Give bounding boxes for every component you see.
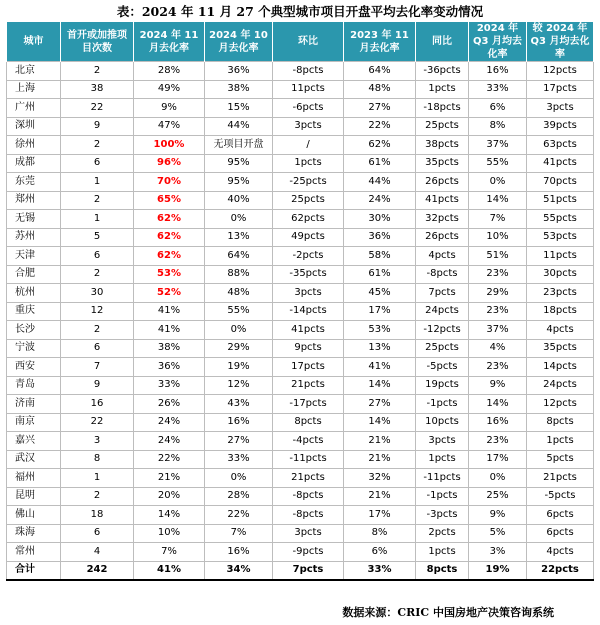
oct-2024-rate-cell: 29% <box>205 339 273 358</box>
city-cell: 常州 <box>7 543 61 562</box>
launch-count-cell: 6 <box>61 524 134 543</box>
oct-2024-rate-cell: 38% <box>205 80 273 99</box>
oct-2024-rate-cell: 0% <box>205 321 273 340</box>
city-cell: 上海 <box>7 80 61 99</box>
nov-2023-rate-cell: 27% <box>344 395 416 414</box>
nov-2023-rate-cell: 53% <box>344 321 416 340</box>
mom-cell: -2pcts <box>273 247 344 266</box>
header-launch-count: 首开或加推项目次数 <box>61 22 134 62</box>
nov-2023-rate-cell: 22% <box>344 117 416 136</box>
mom-cell: -4pcts <box>273 432 344 451</box>
mom-cell: -8pcts <box>273 62 344 81</box>
city-cell: 长沙 <box>7 321 61 340</box>
launch-count-cell: 38 <box>61 80 134 99</box>
yoy-cell: 32pcts <box>416 210 469 229</box>
city-cell: 合肥 <box>7 265 61 284</box>
nov-2023-rate-cell: 24% <box>344 191 416 210</box>
table-row <box>7 413 594 432</box>
launch-count-cell: 18 <box>61 506 134 525</box>
launch-count-cell: 16 <box>61 395 134 414</box>
nov-2024-rate-cell: 100% <box>134 136 205 155</box>
mom-cell: 49pcts <box>273 228 344 247</box>
launch-count-cell: 2 <box>61 62 134 81</box>
nov-2024-rate-cell: 9% <box>134 99 205 118</box>
absorption-rate-table <box>6 22 594 581</box>
table-row <box>7 117 594 136</box>
table-row <box>7 265 594 284</box>
launch-count-cell: 2 <box>61 487 134 506</box>
launch-count-cell: 1 <box>61 210 134 229</box>
city-cell: 深圳 <box>7 117 61 136</box>
vs-q3-cell: 23pcts <box>527 284 594 303</box>
oct-2024-rate-cell: 95% <box>205 173 273 192</box>
nov-2023-rate-cell: 48% <box>344 80 416 99</box>
mom-cell: 3pcts <box>273 117 344 136</box>
q3-avg-rate-cell: 23% <box>469 358 527 377</box>
mom-cell: 17pcts <box>273 358 344 377</box>
vs-q3-cell: 5pcts <box>527 450 594 469</box>
mom-cell: 1pcts <box>273 154 344 173</box>
nov-2023-rate-cell: 17% <box>344 302 416 321</box>
nov-2024-rate-cell: 21% <box>134 469 205 488</box>
oct-2024-rate-cell: 27% <box>205 432 273 451</box>
city-cell: 嘉兴 <box>7 432 61 451</box>
mom-cell: 21pcts <box>273 469 344 488</box>
nov-2024-rate-cell: 24% <box>134 432 205 451</box>
table-row <box>7 395 594 414</box>
mom-cell: 3pcts <box>273 524 344 543</box>
oct-2024-rate-cell: 0% <box>205 210 273 229</box>
vs-q3-cell: 51pcts <box>527 191 594 210</box>
table-row <box>7 173 594 192</box>
total-nov-2023-rate-cell: 33% <box>344 561 416 580</box>
nov-2023-rate-cell: 27% <box>344 99 416 118</box>
vs-q3-cell: 63pcts <box>527 136 594 155</box>
q3-avg-rate-cell: 29% <box>469 284 527 303</box>
oct-2024-rate-cell: 19% <box>205 358 273 377</box>
nov-2023-rate-cell: 44% <box>344 173 416 192</box>
q3-avg-rate-cell: 4% <box>469 339 527 358</box>
vs-q3-cell: 12pcts <box>527 395 594 414</box>
nov-2024-rate-cell: 53% <box>134 265 205 284</box>
vs-q3-cell: 6pcts <box>527 524 594 543</box>
mom-cell: -14pcts <box>273 302 344 321</box>
city-cell: 北京 <box>7 62 61 81</box>
nov-2024-rate-cell: 38% <box>134 339 205 358</box>
city-cell: 天津 <box>7 247 61 266</box>
nov-2024-rate-cell: 36% <box>134 358 205 377</box>
mom-cell: 62pcts <box>273 210 344 229</box>
vs-q3-cell: 70pcts <box>527 173 594 192</box>
yoy-cell: -5pcts <box>416 358 469 377</box>
launch-count-cell: 8 <box>61 450 134 469</box>
table-row <box>7 284 594 303</box>
oct-2024-rate-cell: 15% <box>205 99 273 118</box>
city-cell: 福州 <box>7 469 61 488</box>
nov-2024-rate-cell: 22% <box>134 450 205 469</box>
city-cell: 徐州 <box>7 136 61 155</box>
city-cell: 苏州 <box>7 228 61 247</box>
total-oct-2024-rate-cell: 34% <box>205 561 273 580</box>
table-row <box>7 191 594 210</box>
yoy-cell: 2pcts <box>416 524 469 543</box>
yoy-cell: 24pcts <box>416 302 469 321</box>
nov-2024-rate-cell: 26% <box>134 395 205 414</box>
table-row <box>7 228 594 247</box>
nov-2023-rate-cell: 61% <box>344 265 416 284</box>
city-cell: 东莞 <box>7 173 61 192</box>
mom-cell: -17pcts <box>273 395 344 414</box>
table-row <box>7 506 594 525</box>
oct-2024-rate-cell: 28% <box>205 487 273 506</box>
launch-count-cell: 7 <box>61 358 134 377</box>
table-row <box>7 302 594 321</box>
q3-avg-rate-cell: 14% <box>469 191 527 210</box>
vs-q3-cell: 3pcts <box>527 99 594 118</box>
yoy-cell: -36pcts <box>416 62 469 81</box>
total-row <box>7 561 594 580</box>
city-cell: 郑州 <box>7 191 61 210</box>
nov-2023-rate-cell: 14% <box>344 376 416 395</box>
vs-q3-cell: 14pcts <box>527 358 594 377</box>
total-nov-2024-rate-cell: 41% <box>134 561 205 580</box>
launch-count-cell: 9 <box>61 117 134 136</box>
q3-avg-rate-cell: 7% <box>469 210 527 229</box>
nov-2024-rate-cell: 33% <box>134 376 205 395</box>
nov-2024-rate-cell: 10% <box>134 524 205 543</box>
mom-cell: -8pcts <box>273 487 344 506</box>
q3-avg-rate-cell: 5% <box>469 524 527 543</box>
launch-count-cell: 5 <box>61 228 134 247</box>
oct-2024-rate-cell: 33% <box>205 450 273 469</box>
yoy-cell: 1pcts <box>416 80 469 99</box>
yoy-cell: 3pcts <box>416 432 469 451</box>
city-cell: 佛山 <box>7 506 61 525</box>
table-row <box>7 136 594 155</box>
nov-2023-rate-cell: 21% <box>344 487 416 506</box>
q3-avg-rate-cell: 9% <box>469 376 527 395</box>
nov-2023-rate-cell: 61% <box>344 154 416 173</box>
q3-avg-rate-cell: 10% <box>469 228 527 247</box>
table-row <box>7 432 594 451</box>
launch-count-cell: 2 <box>61 265 134 284</box>
q3-avg-rate-cell: 23% <box>469 432 527 451</box>
mom-cell: 8pcts <box>273 413 344 432</box>
nov-2024-rate-cell: 96% <box>134 154 205 173</box>
vs-q3-cell: 1pcts <box>527 432 594 451</box>
oct-2024-rate-cell: 16% <box>205 543 273 562</box>
launch-count-cell: 6 <box>61 339 134 358</box>
vs-q3-cell: 11pcts <box>527 247 594 266</box>
table-row <box>7 62 594 81</box>
oct-2024-rate-cell: 22% <box>205 506 273 525</box>
total-vs-q3-cell: 22pcts <box>527 561 594 580</box>
city-cell: 成都 <box>7 154 61 173</box>
header-mom: 环比 <box>273 22 344 62</box>
nov-2023-rate-cell: 45% <box>344 284 416 303</box>
launch-count-cell: 2 <box>61 321 134 340</box>
vs-q3-cell: 6pcts <box>527 506 594 525</box>
nov-2023-rate-cell: 8% <box>344 524 416 543</box>
yoy-cell: 1pcts <box>416 543 469 562</box>
q3-avg-rate-cell: 16% <box>469 62 527 81</box>
yoy-cell: 25pcts <box>416 117 469 136</box>
mom-cell: 9pcts <box>273 339 344 358</box>
mom-cell: -35pcts <box>273 265 344 284</box>
q3-avg-rate-cell: 37% <box>469 136 527 155</box>
data-source-note: 数据来源：CRIC 中国房地产决策咨询系统 <box>342 606 554 619</box>
yoy-cell: 38pcts <box>416 136 469 155</box>
launch-count-cell: 1 <box>61 173 134 192</box>
nov-2024-rate-cell: 28% <box>134 62 205 81</box>
yoy-cell: 4pcts <box>416 247 469 266</box>
table-row <box>7 543 594 562</box>
nov-2024-rate-cell: 7% <box>134 543 205 562</box>
city-cell: 珠海 <box>7 524 61 543</box>
launch-count-cell: 6 <box>61 247 134 266</box>
oct-2024-rate-cell: 无项目开盘 <box>205 136 273 155</box>
q3-avg-rate-cell: 23% <box>469 302 527 321</box>
oct-2024-rate-cell: 44% <box>205 117 273 136</box>
city-cell: 无锡 <box>7 210 61 229</box>
table-row <box>7 358 594 377</box>
city-cell: 宁波 <box>7 339 61 358</box>
launch-count-cell: 12 <box>61 302 134 321</box>
vs-q3-cell: 41pcts <box>527 154 594 173</box>
oct-2024-rate-cell: 16% <box>205 413 273 432</box>
nov-2024-rate-cell: 65% <box>134 191 205 210</box>
table-row <box>7 339 594 358</box>
launch-count-cell: 3 <box>61 432 134 451</box>
yoy-cell: 35pcts <box>416 154 469 173</box>
mom-cell: 21pcts <box>273 376 344 395</box>
launch-count-cell: 1 <box>61 469 134 488</box>
nov-2023-rate-cell: 36% <box>344 228 416 247</box>
table-row <box>7 80 594 99</box>
mom-cell: -6pcts <box>273 99 344 118</box>
yoy-cell: -1pcts <box>416 395 469 414</box>
nov-2023-rate-cell: 64% <box>344 62 416 81</box>
vs-q3-cell: 24pcts <box>527 376 594 395</box>
vs-q3-cell: 12pcts <box>527 62 594 81</box>
mom-cell: -9pcts <box>273 543 344 562</box>
city-cell: 广州 <box>7 99 61 118</box>
yoy-cell: 1pcts <box>416 450 469 469</box>
nov-2023-rate-cell: 6% <box>344 543 416 562</box>
nov-2023-rate-cell: 58% <box>344 247 416 266</box>
launch-count-cell: 2 <box>61 136 134 155</box>
q3-avg-rate-cell: 25% <box>469 487 527 506</box>
yoy-cell: 41pcts <box>416 191 469 210</box>
mom-cell: 3pcts <box>273 284 344 303</box>
yoy-cell: 19pcts <box>416 376 469 395</box>
header-yoy: 同比 <box>416 22 469 62</box>
yoy-cell: 26pcts <box>416 228 469 247</box>
table-row <box>7 247 594 266</box>
oct-2024-rate-cell: 48% <box>205 284 273 303</box>
oct-2024-rate-cell: 95% <box>205 154 273 173</box>
header-city: 城市 <box>7 22 61 62</box>
nov-2024-rate-cell: 41% <box>134 321 205 340</box>
nov-2023-rate-cell: 13% <box>344 339 416 358</box>
q3-avg-rate-cell: 23% <box>469 265 527 284</box>
table-row <box>7 210 594 229</box>
city-cell: 武汉 <box>7 450 61 469</box>
yoy-cell: -3pcts <box>416 506 469 525</box>
mom-cell: 11pcts <box>273 80 344 99</box>
oct-2024-rate-cell: 55% <box>205 302 273 321</box>
oct-2024-rate-cell: 64% <box>205 247 273 266</box>
vs-q3-cell: 4pcts <box>527 543 594 562</box>
nov-2024-rate-cell: 49% <box>134 80 205 99</box>
header-nov-2024-rate: 2024 年 11 月去化率 <box>134 22 205 62</box>
launch-count-cell: 22 <box>61 413 134 432</box>
vs-q3-cell: 55pcts <box>527 210 594 229</box>
nov-2023-rate-cell: 17% <box>344 506 416 525</box>
launch-count-cell: 30 <box>61 284 134 303</box>
total-yoy-cell: 8pcts <box>416 561 469 580</box>
oct-2024-rate-cell: 88% <box>205 265 273 284</box>
nov-2024-rate-cell: 47% <box>134 117 205 136</box>
oct-2024-rate-cell: 40% <box>205 191 273 210</box>
q3-avg-rate-cell: 3% <box>469 543 527 562</box>
nov-2024-rate-cell: 62% <box>134 247 205 266</box>
oct-2024-rate-cell: 36% <box>205 62 273 81</box>
yoy-cell: 10pcts <box>416 413 469 432</box>
nov-2024-rate-cell: 41% <box>134 302 205 321</box>
launch-count-cell: 9 <box>61 376 134 395</box>
city-cell: 济南 <box>7 395 61 414</box>
q3-avg-rate-cell: 14% <box>469 395 527 414</box>
table-row <box>7 154 594 173</box>
city-cell: 南京 <box>7 413 61 432</box>
mom-cell: 41pcts <box>273 321 344 340</box>
nov-2023-rate-cell: 32% <box>344 469 416 488</box>
table-row <box>7 376 594 395</box>
nov-2024-rate-cell: 52% <box>134 284 205 303</box>
vs-q3-cell: 39pcts <box>527 117 594 136</box>
city-cell: 青岛 <box>7 376 61 395</box>
yoy-cell: -18pcts <box>416 99 469 118</box>
nov-2023-rate-cell: 21% <box>344 432 416 451</box>
q3-avg-rate-cell: 0% <box>469 173 527 192</box>
table-row <box>7 321 594 340</box>
mom-cell: -25pcts <box>273 173 344 192</box>
nov-2024-rate-cell: 20% <box>134 487 205 506</box>
q3-avg-rate-cell: 9% <box>469 506 527 525</box>
table-row <box>7 99 594 118</box>
yoy-cell: -12pcts <box>416 321 469 340</box>
header-oct-2024-rate: 2024 年 10 月去化率 <box>205 22 273 62</box>
oct-2024-rate-cell: 7% <box>205 524 273 543</box>
launch-count-cell: 6 <box>61 154 134 173</box>
total-city-cell: 合计 <box>7 561 61 580</box>
header-q3-avg-rate: 2024 年 Q3 月均去化率 <box>469 22 527 62</box>
city-cell: 昆明 <box>7 487 61 506</box>
yoy-cell: -1pcts <box>416 487 469 506</box>
nov-2024-rate-cell: 70% <box>134 173 205 192</box>
nov-2023-rate-cell: 14% <box>344 413 416 432</box>
mom-cell: -11pcts <box>273 450 344 469</box>
vs-q3-cell: 30pcts <box>527 265 594 284</box>
vs-q3-cell: 35pcts <box>527 339 594 358</box>
oct-2024-rate-cell: 13% <box>205 228 273 247</box>
vs-q3-cell: 53pcts <box>527 228 594 247</box>
vs-q3-cell: 17pcts <box>527 80 594 99</box>
nov-2023-rate-cell: 21% <box>344 450 416 469</box>
header-vs-q3: 较 2024 年 Q3 月均去化率 <box>527 22 594 62</box>
yoy-cell: 25pcts <box>416 339 469 358</box>
table-title: 表：2024 年 11 月 27 个典型城市项目开盘平均去化率变动情况 <box>116 4 484 19</box>
table-row <box>7 524 594 543</box>
q3-avg-rate-cell: 17% <box>469 450 527 469</box>
launch-count-cell: 2 <box>61 191 134 210</box>
q3-avg-rate-cell: 16% <box>469 413 527 432</box>
nov-2024-rate-cell: 14% <box>134 506 205 525</box>
city-cell: 西安 <box>7 358 61 377</box>
table-header-row <box>7 22 594 62</box>
vs-q3-cell: 4pcts <box>527 321 594 340</box>
vs-q3-cell: -5pcts <box>527 487 594 506</box>
q3-avg-rate-cell: 0% <box>469 469 527 488</box>
q3-avg-rate-cell: 37% <box>469 321 527 340</box>
q3-avg-rate-cell: 6% <box>469 99 527 118</box>
nov-2023-rate-cell: 62% <box>344 136 416 155</box>
nov-2024-rate-cell: 62% <box>134 210 205 229</box>
total-mom-cell: 7pcts <box>273 561 344 580</box>
q3-avg-rate-cell: 33% <box>469 80 527 99</box>
total-launch-count-cell: 242 <box>61 561 134 580</box>
nov-2023-rate-cell: 41% <box>344 358 416 377</box>
header-nov-2023-rate: 2023 年 11 月去化率 <box>344 22 416 62</box>
launch-count-cell: 4 <box>61 543 134 562</box>
yoy-cell: 26pcts <box>416 173 469 192</box>
mom-cell: 25pcts <box>273 191 344 210</box>
total-q3-avg-rate-cell: 19% <box>469 561 527 580</box>
nov-2023-rate-cell: 30% <box>344 210 416 229</box>
q3-avg-rate-cell: 55% <box>469 154 527 173</box>
vs-q3-cell: 21pcts <box>527 469 594 488</box>
q3-avg-rate-cell: 8% <box>469 117 527 136</box>
table-row <box>7 487 594 506</box>
vs-q3-cell: 8pcts <box>527 413 594 432</box>
table-row <box>7 450 594 469</box>
yoy-cell: -8pcts <box>416 265 469 284</box>
oct-2024-rate-cell: 0% <box>205 469 273 488</box>
vs-q3-cell: 18pcts <box>527 302 594 321</box>
oct-2024-rate-cell: 43% <box>205 395 273 414</box>
yoy-cell: 7pcts <box>416 284 469 303</box>
nov-2024-rate-cell: 24% <box>134 413 205 432</box>
launch-count-cell: 22 <box>61 99 134 118</box>
mom-cell: -8pcts <box>273 506 344 525</box>
table-row <box>7 469 594 488</box>
nov-2024-rate-cell: 62% <box>134 228 205 247</box>
city-cell: 重庆 <box>7 302 61 321</box>
q3-avg-rate-cell: 51% <box>469 247 527 266</box>
yoy-cell: -11pcts <box>416 469 469 488</box>
city-cell: 杭州 <box>7 284 61 303</box>
mom-cell: / <box>273 136 344 155</box>
oct-2024-rate-cell: 12% <box>205 376 273 395</box>
